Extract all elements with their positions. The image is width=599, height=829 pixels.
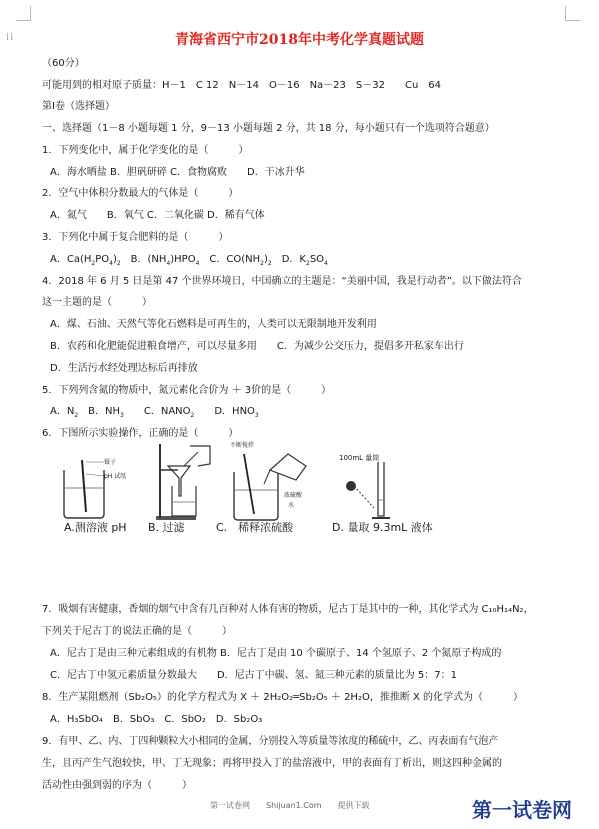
section-heading: 一、选择题（1－8 小题每题 1 分，9－13 小题每题 2 分，共 18 分，每小题只有一个选项符合题意）: [42, 123, 495, 134]
page-corner-mark: [565, 6, 580, 21]
question-9-line1: 9．有甲、乙、内、丁四种颗粒大小相同的金属，分别投入等质量等浓度的稀硫中，乙、丙表面有气泡产: [42, 736, 499, 747]
cylinder-label: 100mL 量筒: [339, 454, 380, 462]
question-1: 1．下列变化中，属于化学变化的是（ ）: [42, 145, 249, 156]
water-label: 水: [288, 502, 295, 509]
ph-test-illustration: [60, 452, 140, 520]
question-9-line2: 生，且丙产生气泡较快，甲、丁无现象；再将甲投入丁的盐溶液中，甲的表面有丁析出，则这四种金属的: [42, 758, 502, 769]
tweezers-label: 镊子: [104, 459, 117, 466]
question-7-line1: 7．吸烟有害健康，香烟的烟气中含有几百种对人体有害的物质，尼古丁是其中的一种，其化学式为 C₁₀H₁₄N₂，: [42, 604, 534, 615]
question-9-line3: 活动性由强到弱的序为（ ）: [42, 780, 192, 791]
page-corner-mark: [16, 6, 31, 21]
question-4-option-d: D．生活污水经处理达标后再排放: [50, 363, 198, 374]
ph-paper-label: pH 试纸: [104, 473, 127, 480]
figure-a-caption: A.测溶液 pH: [64, 521, 127, 534]
question-1-options: A．海水晒盐 B．胆矾研碎 C．食物腐败 D．干冰升华: [50, 167, 305, 178]
score-line: （60分）: [42, 58, 85, 69]
filtration-illustration: [150, 440, 230, 522]
drag-handle-icon[interactable]: ⁞⁞: [6, 32, 15, 43]
figure-b-caption: B. 过滤: [148, 521, 185, 534]
page-footer: 第一试卷网 Shijuan1.Com 提供下载: [210, 801, 370, 810]
question-2: 2．空气中体积分数最大的气体是（ ）: [42, 188, 239, 199]
question-4-line2: 这一主题的是（ ）: [42, 297, 152, 308]
question-2-options: A．氮气 B．氧气 C．二氧化碳 D．稀有气体: [50, 210, 265, 221]
question-4-options-bc: B．农药和化肥能促进粮食增产，可以尽量多用 C．为减少公交压力，提倡多开私家车出行: [50, 341, 464, 352]
figure-d-caption: D. 量取 9.3mL 液体: [332, 521, 433, 534]
dilution-illustration: [226, 440, 312, 522]
question-8-options: A．H₃SbO₄ B．SbO₃ C．SbO₂ D．Sb₂O₃: [50, 714, 263, 725]
question-7-line2: 下列关于尼古丁的说法正确的是（ ）: [42, 626, 232, 637]
question-5: 5．下列列含氮的物质中，氮元素化合价为 ＋ 3价的是（ ）: [42, 385, 332, 396]
question-4-option-a: A．煤、石油、天然气等化石燃料是可再生的，人类可以无限制地开发利用: [50, 319, 377, 330]
figure-c-caption: C. 稀释浓硫酸: [216, 521, 294, 534]
question-7-options-cd: C．尼古丁中氢元素质量分数最大 D．尼古丁中碳、氢、氮三种元素的质量比为 5：7：1: [50, 670, 457, 681]
stir-label: 不断搅拌: [230, 442, 255, 449]
part-heading: 第Ⅰ卷（选择题）: [42, 101, 115, 112]
question-8: 8．生产某阻燃剂（Sb₂O₅）的化学方程式为 X ＋ 2H₂O₂═Sb₂O₅ ＋ 2H₂O，推推断 X 的化学式为（ ）: [42, 692, 524, 703]
conc-acid-label: 浓硫酸: [284, 492, 303, 499]
question-5-options: A．$N_2$ B．$NH_3$ C．$NANO_2$ D．$HNO_3$: [50, 406, 259, 419]
question-6: 6．下图所示实验操作，正确的是（ ）: [42, 428, 239, 439]
question-4-line1: 4．2018 年 6 月 5 日是第 47 个世界环境日，中国确立的主题是：“美丽中国，我是行动者”。以下做法符合: [42, 276, 522, 287]
document-title: 青海省西宁市2018年中考化学真题试题: [175, 32, 424, 48]
brand-watermark: 第一试卷网: [472, 798, 572, 822]
question-3: 3．下列化中属于复合肥料的是（ ）: [42, 232, 229, 243]
atomic-masses-line: 可能用到的相对原子质量：H－1 C 12 N－14 O－16 Na－23 S－32 Cu 64: [42, 80, 442, 91]
question-3-options: A．$Ca(H_2PO_4)_2$ B．$(NH_4)HPO_4$ C．$CO(NH_2)_2$ D．$K_2SO_4$: [50, 254, 328, 267]
question-7-options-ab: A．尼古丁是由三种元素组成的有机物 B．尼古丁是由 10 个碳原子、14 个氢原子、2 个氮原子构成的: [50, 648, 502, 659]
